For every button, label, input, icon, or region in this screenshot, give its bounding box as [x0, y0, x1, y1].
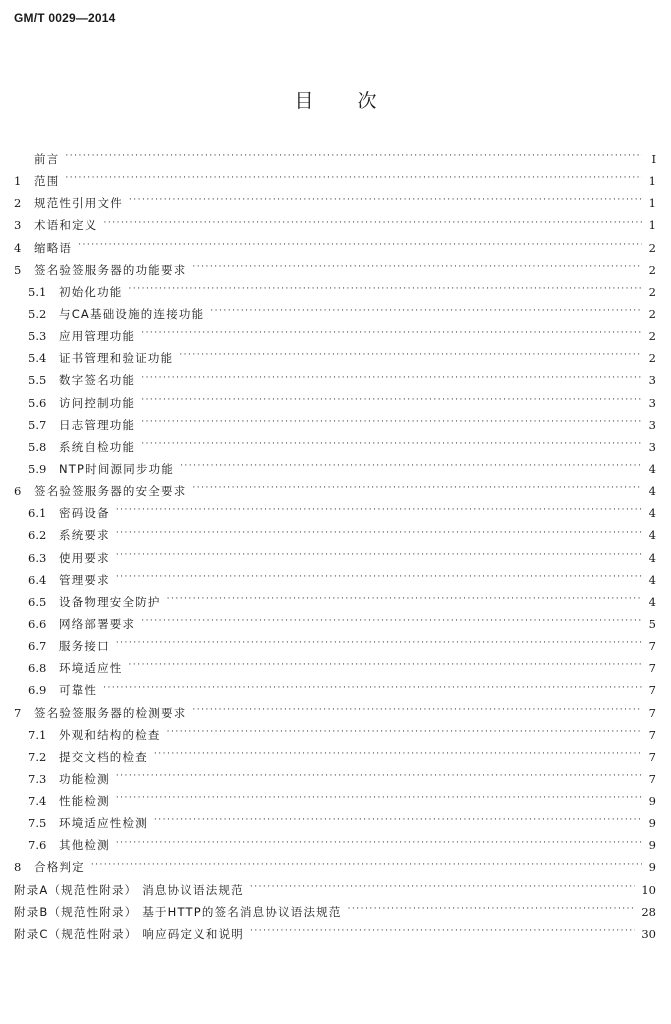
toc-dot-leader — [167, 588, 642, 610]
toc-entry[interactable] — [14, 923, 656, 945]
toc-entry-title: 与CA基础设施的连接功能 — [59, 306, 205, 321]
toc-entry-number: 8 — [14, 860, 22, 875]
toc-dot-leader — [116, 632, 642, 654]
toc-entry-title: 证书管理和验证功能 — [59, 351, 174, 366]
toc-entry-number: 6.7 — [28, 639, 47, 654]
toc-dot-leader — [180, 455, 642, 477]
toc-entry-page-number: 2 — [648, 329, 656, 344]
toc-entry-number: 3 — [14, 218, 22, 233]
toc-dot-leader — [179, 344, 642, 366]
toc-entry-page-number: 9 — [648, 860, 656, 875]
toc-dot-leader — [192, 699, 642, 721]
toc-entry-page-number: 10 — [641, 882, 656, 897]
toc-entry-number: 5.9 — [28, 461, 47, 476]
toc-entry-title: 缩略语 — [34, 240, 73, 255]
toc-entry-page-number: 9 — [648, 794, 656, 809]
toc-entry-page-number: 5 — [648, 616, 656, 631]
toc-entry-number: 6.6 — [28, 616, 47, 631]
toc-entry-number: 5 — [14, 262, 22, 277]
toc-entry-title: 签名验签服务器的检测要求 — [34, 705, 187, 720]
toc-dot-leader — [129, 278, 643, 300]
toc-entry-number: 5.3 — [28, 329, 47, 344]
toc-entry-page-number: 1 — [648, 174, 656, 189]
toc-dot-leader — [192, 477, 642, 499]
toc-dot-leader — [250, 876, 636, 898]
toc-dot-leader — [141, 322, 642, 344]
toc-entry-number: 6.5 — [28, 594, 47, 609]
toc-entry-page-number: 7 — [648, 749, 656, 764]
toc-entry-title: 附录C（规范性附录） 响应码定义和说明 — [14, 926, 244, 941]
standard-code-header: GM/T 0029—2014 — [14, 11, 116, 25]
toc-entry-title: 系统要求 — [59, 528, 110, 543]
toc-entry-title: 日志管理功能 — [59, 417, 136, 432]
toc-entry-number: 6.4 — [28, 572, 47, 587]
toc-entry-page-number: 9 — [648, 816, 656, 831]
toc-entry-title: 使用要求 — [59, 550, 110, 565]
toc-entry-title: 签名验签服务器的功能要求 — [34, 262, 187, 277]
toc-entry-page-number: 28 — [641, 904, 656, 919]
toc-entry-page-number: 7 — [648, 727, 656, 742]
toc-entry-page-number: 3 — [648, 395, 656, 410]
toc-entry-number: 5.2 — [28, 306, 47, 321]
toc-entry-number: 7.2 — [28, 749, 47, 764]
toc-entry-title: 可靠性 — [59, 683, 98, 698]
toc-dot-leader — [250, 920, 635, 942]
toc-entry-page-number: 4 — [648, 484, 656, 499]
toc-entry-title: 系统自检功能 — [59, 439, 136, 454]
toc-entry-page-number: 7 — [648, 661, 656, 676]
toc-entry-page-number: I — [651, 151, 656, 166]
toc-entry-page-number: 2 — [648, 306, 656, 321]
toc-entry-number: 7.5 — [28, 816, 47, 831]
toc-entry-page-number: 2 — [648, 240, 656, 255]
toc-entry-number: 5.8 — [28, 439, 47, 454]
toc-entry-page-number: 3 — [648, 439, 656, 454]
toc-dot-leader — [154, 743, 642, 765]
toc-dot-leader — [154, 809, 642, 831]
toc-entry-page-number: 2 — [648, 351, 656, 366]
toc-dot-leader — [116, 522, 642, 544]
toc-entry-title: 其他检测 — [59, 838, 110, 853]
toc-entry-title: 规范性引用文件 — [34, 196, 123, 211]
toc-entry-number: 4 — [14, 240, 22, 255]
toc-entry-number: 7.6 — [28, 838, 47, 853]
toc-entry-title: 管理要求 — [59, 572, 110, 587]
toc-entry-number: 5.5 — [28, 373, 47, 388]
page-title: 目次 — [294, 90, 421, 112]
toc-dot-leader — [116, 499, 642, 521]
toc-entry-title: 提交文档的检查 — [59, 749, 148, 764]
toc-entry-title: 性能检测 — [59, 794, 110, 809]
toc-entry-page-number: 4 — [648, 572, 656, 587]
toc-dot-leader — [103, 677, 642, 699]
toc-entry-page-number: 1 — [648, 196, 656, 211]
toc-entry-number: 6.2 — [28, 528, 47, 543]
toc-entry-title: 环境适应性 — [59, 661, 123, 676]
toc-entry-page-number: 4 — [648, 594, 656, 609]
toc-entry-page-number: 7 — [648, 771, 656, 786]
toc-dot-leader — [141, 610, 642, 632]
toc-entry-title: 合格判定 — [34, 860, 85, 875]
toc-entry-number: 7.4 — [28, 794, 47, 809]
toc-entry-number: 5.4 — [28, 351, 47, 366]
toc-dot-leader — [104, 212, 643, 234]
toc-entry-number: 5.1 — [28, 284, 47, 299]
toc-dot-leader — [129, 189, 642, 211]
toc-entry-page-number: 2 — [648, 262, 656, 277]
toc-entry-page-number: 7 — [648, 683, 656, 698]
toc-entry-title: 范围 — [34, 174, 60, 189]
toc-entry-number: 6.3 — [28, 550, 47, 565]
toc-dot-leader — [65, 167, 642, 189]
toc-dot-leader — [116, 544, 642, 566]
toc-dot-leader — [116, 566, 642, 588]
toc-entry-number: 6.9 — [28, 683, 47, 698]
toc-dot-leader — [141, 411, 642, 433]
toc-dot-leader — [167, 721, 642, 743]
toc-entry-number: 6.1 — [28, 506, 47, 521]
toc-entry-number: 5.6 — [28, 395, 47, 410]
toc-dot-leader — [78, 234, 642, 256]
toc-dot-leader — [129, 654, 643, 676]
toc-entry-number: 5.7 — [28, 417, 47, 432]
toc-entry-page-number: 7 — [648, 705, 656, 720]
toc-entry-page-number: 9 — [648, 838, 656, 853]
toc-entry-page-number: 4 — [648, 528, 656, 543]
toc-entry-number: 2 — [14, 196, 22, 211]
toc-entry-number: 6 — [14, 484, 22, 499]
toc-entry-title: 服务接口 — [59, 639, 110, 654]
toc-entry-title: 应用管理功能 — [59, 329, 136, 344]
toc-dot-leader — [116, 832, 642, 854]
toc-entry-number: 7.1 — [28, 727, 47, 742]
toc-entry-page-number: 7 — [648, 639, 656, 654]
toc-dot-leader — [210, 300, 642, 322]
toc-entry-page-number: 3 — [648, 373, 656, 388]
toc-entry-page-number: 4 — [648, 506, 656, 521]
toc-entry-number: 6.8 — [28, 661, 47, 676]
toc-entry-page-number: 1 — [648, 218, 656, 233]
toc-entry-title: 术语和定义 — [34, 218, 98, 233]
toc-dot-leader — [116, 787, 642, 809]
toc-entry-title: 初始化功能 — [59, 284, 123, 299]
toc-dot-leader — [141, 389, 642, 411]
toc-entry-title: NTP时间源同步功能 — [59, 461, 175, 476]
toc-entry-page-number: 2 — [648, 284, 656, 299]
toc-entry-title: 数字签名功能 — [59, 373, 136, 388]
toc-entry-title: 前言 — [34, 151, 60, 166]
toc-entry-title: 环境适应性检测 — [59, 816, 148, 831]
toc-entry-title: 附录A（规范性附录） 消息协议语法规范 — [14, 882, 244, 897]
table-of-contents — [14, 148, 656, 945]
toc-dot-leader — [116, 765, 642, 787]
toc-entry-number: 7.3 — [28, 771, 47, 786]
toc-dot-leader — [141, 433, 642, 455]
toc-dot-leader — [192, 256, 642, 278]
toc-entry-title: 外观和结构的检查 — [59, 727, 161, 742]
toc-entry-title: 访问控制功能 — [59, 395, 136, 410]
toc-entry-title: 签名验签服务器的安全要求 — [34, 484, 187, 499]
toc-dot-leader — [91, 854, 642, 876]
toc-entry-title: 功能检测 — [59, 771, 110, 786]
toc-dot-leader — [65, 145, 642, 167]
toc-dot-leader — [348, 898, 636, 920]
toc-entry-title: 网络部署要求 — [59, 616, 136, 631]
toc-entry-title: 密码设备 — [59, 506, 110, 521]
toc-entry-page-number: 4 — [648, 461, 656, 476]
toc-dot-leader — [141, 367, 642, 389]
toc-entry-page-number: 30 — [641, 926, 656, 941]
toc-entry-number: 7 — [14, 705, 22, 720]
toc-entry-number: 1 — [14, 174, 22, 189]
toc-entry-title: 设备物理安全防护 — [59, 594, 161, 609]
toc-entry-title: 附录B（规范性附录） 基于HTTP的签名消息协议语法规范 — [14, 904, 342, 919]
toc-entry-page-number: 4 — [648, 550, 656, 565]
toc-entry-page-number: 3 — [648, 417, 656, 432]
